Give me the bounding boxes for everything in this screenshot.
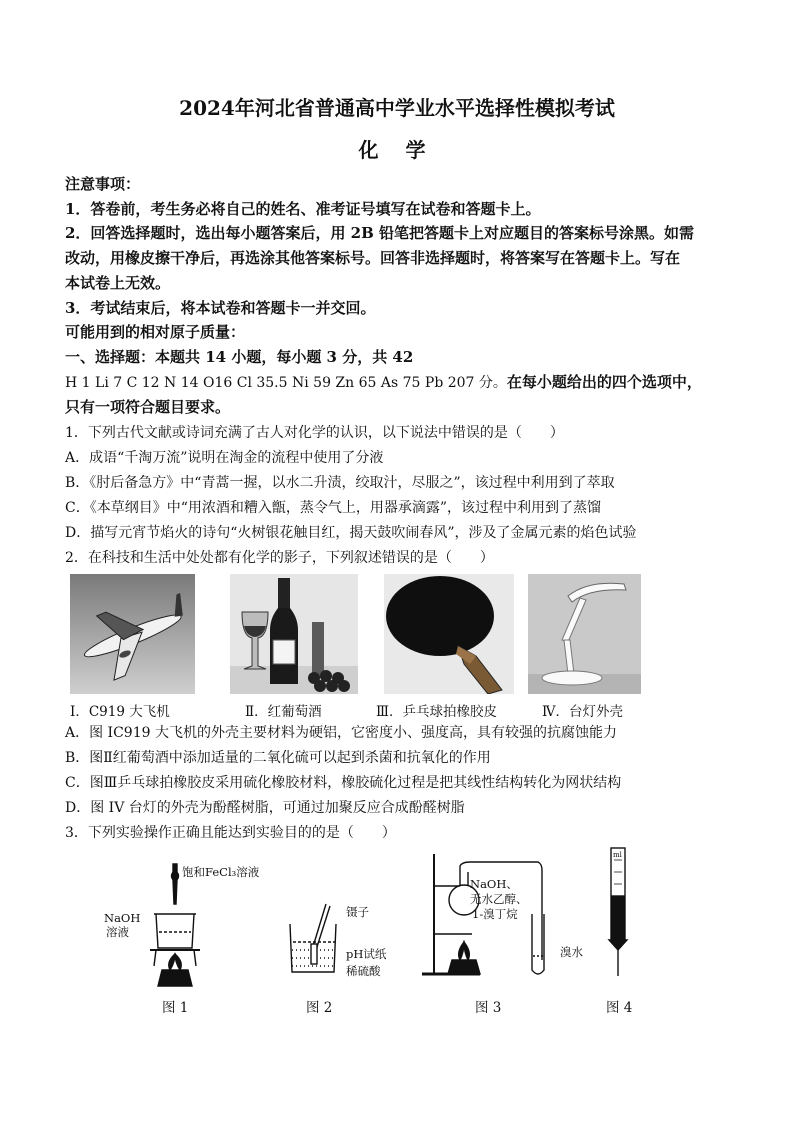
experiment-caption-4: 图 4 bbox=[606, 1000, 633, 1016]
notice-item-2-line-1: 2．回答选择题时，选出每小题答案后，用 2B 铅笔把答题卡上对应题目的答案标号涂黑。如需 bbox=[65, 224, 695, 242]
q2-stem: 2．在科技和生活中处处都有化学的影子，下列叙述错误的是（ ） bbox=[65, 550, 494, 566]
fig2-label-tweezers: 镊子 bbox=[346, 905, 369, 919]
airplane-photo bbox=[70, 574, 195, 694]
fig3-label-bromine-water: 溴水 bbox=[560, 945, 583, 959]
notice-item-2-line-3: 本试卷上无效。 bbox=[65, 274, 171, 292]
q1-option-d: D．描写元宵节焰火的诗句“火树银花触目红，揭天鼓吹闹春风”，涉及了金属元素的焰色试验 bbox=[65, 525, 637, 541]
q1-option-a: A．成语“千淘万流”说明在淘金的流程中使用了分液 bbox=[65, 450, 384, 466]
fig3-label-bromobutane: 1-溴丁烷 bbox=[472, 907, 518, 921]
section-1-instruction-a: 在每小题给出的四个选项中， bbox=[506, 373, 702, 391]
figure-caption-3: Ⅲ．乒乓球拍橡胶皮 bbox=[376, 704, 498, 720]
q1-option-c: C．《本草纲目》中“用浓酒和糟入甑，蒸令气上，用器承滴露”，该过程中利用到了蒸馏 bbox=[65, 500, 602, 516]
fig1-label-naoh: NaOH bbox=[104, 911, 141, 925]
ping-pong-paddle-photo bbox=[384, 574, 514, 694]
figure-caption-1: Ⅰ．C919 大飞机 bbox=[70, 704, 170, 720]
q1-stem: 1．下列古代文献或诗词充满了古人对化学的认识，以下说法中错误的是（ ） bbox=[65, 425, 564, 441]
figure-caption-4: Ⅳ．台灯外壳 bbox=[542, 704, 623, 720]
experiment-caption-1: 图 1 bbox=[162, 1000, 189, 1016]
experiment-figure-2 bbox=[286, 900, 346, 982]
fig3-label-naoh: NaOH、 bbox=[470, 877, 518, 891]
fig4-label-ml: ml bbox=[613, 851, 622, 859]
figure-caption-2: Ⅱ．红葡萄酒 bbox=[245, 704, 322, 720]
experiment-caption-2: 图 2 bbox=[306, 1000, 333, 1016]
experiment-figure-4 bbox=[604, 846, 632, 986]
fig1-label-solution: 溶液 bbox=[106, 925, 129, 939]
notice-item-2-line-2: 改动，用橡皮擦干净后，再选涂其他答案标号。回答非选择题时，将答案写在答题卡上。写在 bbox=[65, 249, 681, 267]
section-1-instruction-b: 只有一项符合题目要求。 bbox=[65, 398, 231, 416]
fig1-label-fecl3: 饱和FeCl₃溶液 bbox=[182, 865, 260, 879]
atomic-masses-line bbox=[65, 375, 702, 390]
fig2-label-ph-paper: pH试纸 bbox=[346, 947, 387, 961]
subject-title: 化 学 bbox=[358, 138, 436, 162]
atomic-masses: H 1 Li 7 C 12 N 14 O16 Cl 35.5 Ni 59 Zn 65 As 75 Pb 207 分。 bbox=[65, 375, 507, 391]
q2-option-b: B．图Ⅱ红葡萄酒中添加适量的二氧化硫可以起到杀菌和抗氧化的作用 bbox=[65, 750, 491, 766]
notice-item-1: 1．答卷前，考生务必将自己的姓名、准考证号填写在试卷和答题卡上。 bbox=[65, 200, 541, 218]
q2-option-d: D．图 IV 台灯的外壳为酚醛树脂，可通过加聚反应合成酚醛树脂 bbox=[65, 800, 465, 816]
fig2-label-dilute-acid: 稀硫酸 bbox=[346, 964, 381, 978]
atomic-mass-heading: 可能用到的相对原子质量： bbox=[65, 323, 246, 341]
q3-stem: 3．下列实验操作正确且能达到实验目的的是（ ） bbox=[65, 825, 396, 841]
q1-option-b: B．《肘后备急方》中“青蒿一握，以水二升渍，绞取汁，尽服之”，该过程中利用到了萃取 bbox=[65, 475, 615, 491]
red-wine-photo bbox=[230, 574, 358, 694]
q2-option-a: A．图 IC919 大飞机的外壳主要材料为硬铝，它密度小、强度高，具有较强的抗腐蚀能力 bbox=[65, 725, 617, 741]
notice-item-3: 3．考试结束后，将本试卷和答题卡一并交回。 bbox=[65, 299, 376, 317]
fig3-label-ethanol: 无水乙醇、 bbox=[470, 892, 528, 906]
experiment-caption-3: 图 3 bbox=[475, 1000, 502, 1016]
exam-title: 2024年河北省普通高中学业水平选择性模拟考试 bbox=[179, 96, 615, 120]
notice-heading: 注意事项： bbox=[65, 175, 141, 193]
desk-lamp-photo bbox=[528, 574, 641, 694]
section-1-heading: 一、选择题：本题共 14 小题，每小题 3 分，共 42 bbox=[65, 348, 414, 366]
q2-option-c: C．图Ⅲ乒乓球拍橡胶皮采用硫化橡胶材料，橡胶硫化过程是把其线性结构转化为网状结构 bbox=[65, 775, 622, 791]
